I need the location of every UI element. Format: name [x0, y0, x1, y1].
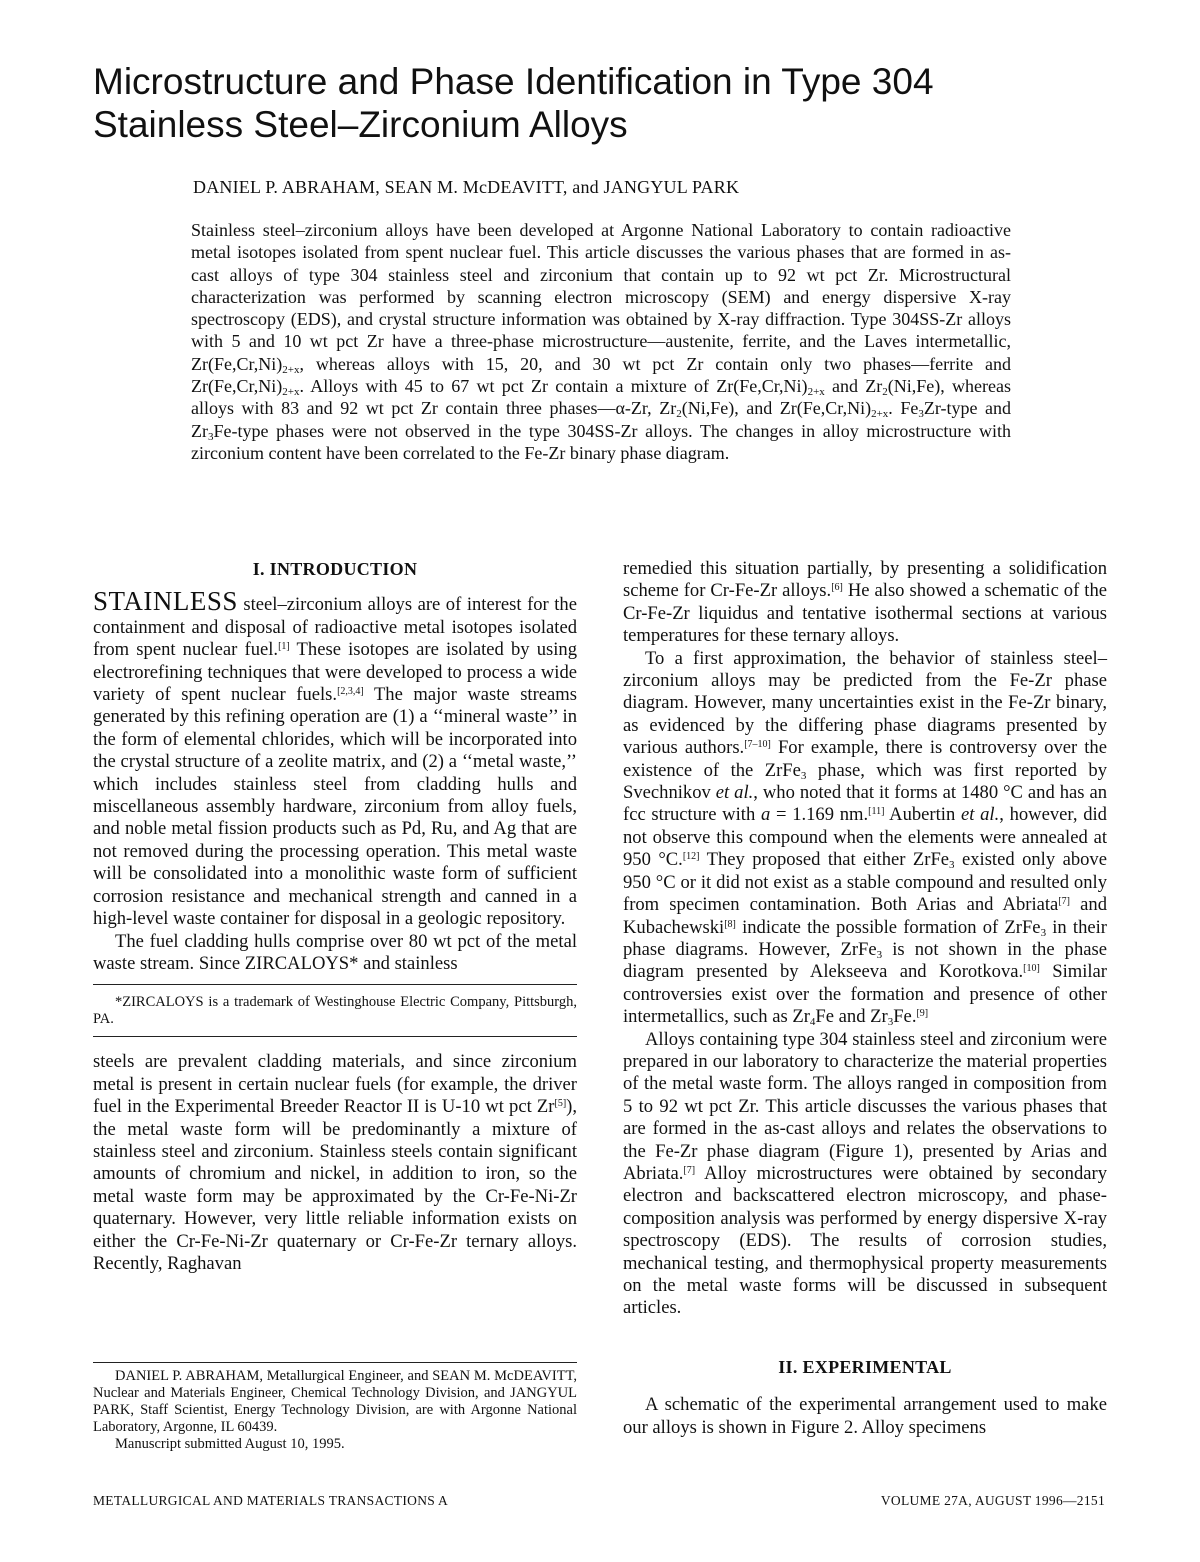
experimental-paragraph-1: A schematic of the experimental arrangement used to make our alloys is shown in Figure 2. Alloy specimens [623, 1394, 1107, 1438]
citation: [11] [868, 806, 885, 818]
intro-paragraph-1: STAINLESS steel–zirconium alloys are of interest for the containment and disposal of radioactive metal isotopes isolated from spent nuclear fuel.[1] These isotopes are isolated by using electrorefining techniques that were developed to process a wide variety of spent nuclear fuels.[2,3,4] The major waste streams generated by this refining operation are (1) a ‘‘mineral waste’’ in the form of elemental chlorides, which will be incorporated into the crystal structure of a zeolite matrix, and (2) a ‘‘metal waste,’’ which includes stainless steel from cladding hulls and miscellaneous assembly hardware, zirconium from alloy fuels, and noble metal fission products such as Pd, Ru, and Ag that are not removed during the processing operation. This metal waste will be consolidated into a monolithic waste form of sufficient corrosion resistance and mechanical strength and canned in a high-level waste container for disposal in a geologic repository. [93, 586, 577, 930]
citation: [9] [916, 1008, 929, 1020]
left-column [93, 558, 577, 1275]
title-line-2: Stainless Steel–Zirconium Alloys [93, 104, 628, 145]
section-heading-experimental: II. EXPERIMENTAL [778, 1356, 952, 1377]
right-paragraph-3: Alloys containing type 304 stainless steel and zirconium were prepared in our laboratory to characterize the material properties of the metal waste form. The alloys ranged in composition from 5 to 92 wt pct Zr. This article discusses the various phases that are formed in the as-cast alloys and relates the observations to the Fe-Zr phase diagram (Figure 1), presented by Arias and Abriata.[7] Alloy microstructures were obtained by secondary electron and backscattered electron microscopy, and phase-composition analysis was performed by energy dispersive X-ray spectroscopy (EDS). The results of corrosion studies, mechanical testing, and thermophysical property measurements on the metal waste forms will be discussed in subsequent articles. [623, 1028, 1107, 1319]
intro-paragraph-2: The fuel cladding hulls comprise over 80 wt pct of the metal waste stream. Since ZIRCALOYS* and stainless [93, 930, 577, 974]
affiliation-block [93, 1362, 577, 1453]
citation: [6] [831, 582, 843, 594]
footnote-rule [93, 984, 577, 985]
affiliation-footnote: DANIEL P. ABRAHAM, Metallurgical Engineer, and SEAN M. McDEAVITT, Nuclear and Materials Engineer, Chemical Technology Division, and JANGYUL PARK, Staff Scientist, Energy Technology Division, are with Argonne National Laboratory, Argonne, IL 60439. [93, 1368, 577, 1435]
drop-cap-word: STAINLESS [93, 586, 238, 617]
citation: [7] [683, 1164, 696, 1176]
citation: [10] [1023, 963, 1040, 975]
citation: [12] [682, 851, 700, 863]
trademark-footnote: *ZIRCALOYS is a trademark of Westinghouse Electric Company, Pittsburgh, PA. [93, 994, 577, 1028]
submission-date: Manuscript submitted August 10, 1995. [115, 1436, 345, 1452]
section-heading-introduction: I. INTRODUCTION [252, 559, 418, 579]
right-column [623, 558, 1107, 1439]
citation: [7–10] [744, 739, 771, 751]
right-paragraph-1: remedied this situation partially, by presenting a solidification scheme for Cr-Fe-Zr alloys.[6] He also showed a schematic of the Cr-Fe-Zr liquidus and tentative isothermal sections at various temperatures for these ternary alloys. [623, 558, 1107, 647]
volume-page-footer: VOLUME 27A, AUGUST 1996—2151 [880, 1493, 1105, 1508]
article-title [93, 60, 1103, 146]
footnote-rule [93, 1036, 577, 1037]
citation: [5] [554, 1098, 567, 1110]
abstract: Stainless steel–zirconium alloys have been developed at Argonne National Laboratory to contain radioactive metal isotopes isolated from spent nuclear fuel. This article discusses the various phases that are formed in as-cast alloys of type 304 stainless steel and zirconium that contain up to 92 wt pct Zr. Microstructural characterization was performed by scanning electron microscopy (SEM) and energy dispersive X-ray spectroscopy (EDS), and crystal structure information was obtained by X-ray diffraction. Type 304SS-Zr alloys with 5 and 10 wt pct Zr have a three-phase microstructure—austenite, ferrite, and the Laves intermetallic, $Zr(Fe,Cr,Ni)_{2+x}$, whereas alloys with 15, 20, and 30 wt pct Zr contain only two phases—ferrite and $Zr(Fe,Cr,Ni)_{2+x}$. Alloys with 45 to 67 wt pct Zr contain a mixture of $Zr(Fe,Cr,Ni)_{2+x}$ and $Zr_2(Ni,Fe)$, whereas alloys with 83 and 92 wt pct Zr contain three phases—α-Zr, $Zr_2(Ni,Fe)$, and $Zr(Fe,Cr,Ni)_{2+x}$. $Fe_3Zr$-type and $Zr_3Fe$-type phases were not observed in the type 304SS-Zr alloys. The changes in alloy microstructure with zirconium content have been correlated to the Fe-Zr binary phase diagram. [191, 220, 1012, 463]
affiliation-rule [93, 1362, 577, 1363]
citation: [7] [1058, 896, 1070, 908]
citation: [8] [724, 918, 736, 930]
right-paragraph-2: To a first approximation, the behavior of stainless steel–zirconium alloys may be predicted from the Fe-Zr phase diagram. However, many uncertainties exist in the Fe-Zr binary, as evidenced by the differing phase diagrams presented by various authors.[7–10] For example, there is controversy over the existence of the ZrFe$_3$ phase, which was first reported by Svechnikov et al., who noted that it forms at 1480 °C and has an fcc structure with a = 1.169 nm.[11] Aubertin et al., however, did not observe this compound when the elements were annealed at 950 °C.[12] They proposed that either ZrFe$_3$ existed only above 950 °C or it did not exist as a stable compound and resulted only from specimen contamination. Both Arias and Abriata[7] and Kubachewski[8] indicate the possible formation of ZrFe$_3$ in their phase diagrams. However, ZrFe$_3$ is not shown in the phase diagram presented by Alekseeva and Korotkova.[10] Similar controversies exist over the formation and presence of other intermetallics, such as $Zr_4Fe$ and $Zr_3Fe.[9]$ [623, 647, 1108, 1029]
journal-footer: METALLURGICAL AND MATERIALS TRANSACTIONS A [93, 1493, 449, 1508]
citation: [2,3,4] [337, 686, 364, 698]
title-line-1: Microstructure and Phase Identification in Type 304 [93, 61, 934, 102]
citation: [1] [278, 641, 290, 653]
intro-paragraph-3: steels are prevalent cladding materials, and since zirconium metal is present in certain nuclear fuels (for example, the driver fuel in the Experimental Breeder Reactor II is U-10 wt pct Zr[5]), the metal waste form will be predominantly a mixture of stainless steel and zirconium. Stainless steels contain significant amounts of chromium and nickel, in addition to iron, so the metal waste form may be approximated by the Cr-Fe-Ni-Zr quaternary. However, very little reliable information exists on either the Cr-Fe-Ni-Zr quaternary or Cr-Fe-Zr ternary alloys. Recently, Raghavan [93, 1051, 577, 1274]
author-list: DANIEL P. ABRAHAM, SEAN M. McDEAVITT, and JANGYUL PARK [193, 177, 740, 197]
